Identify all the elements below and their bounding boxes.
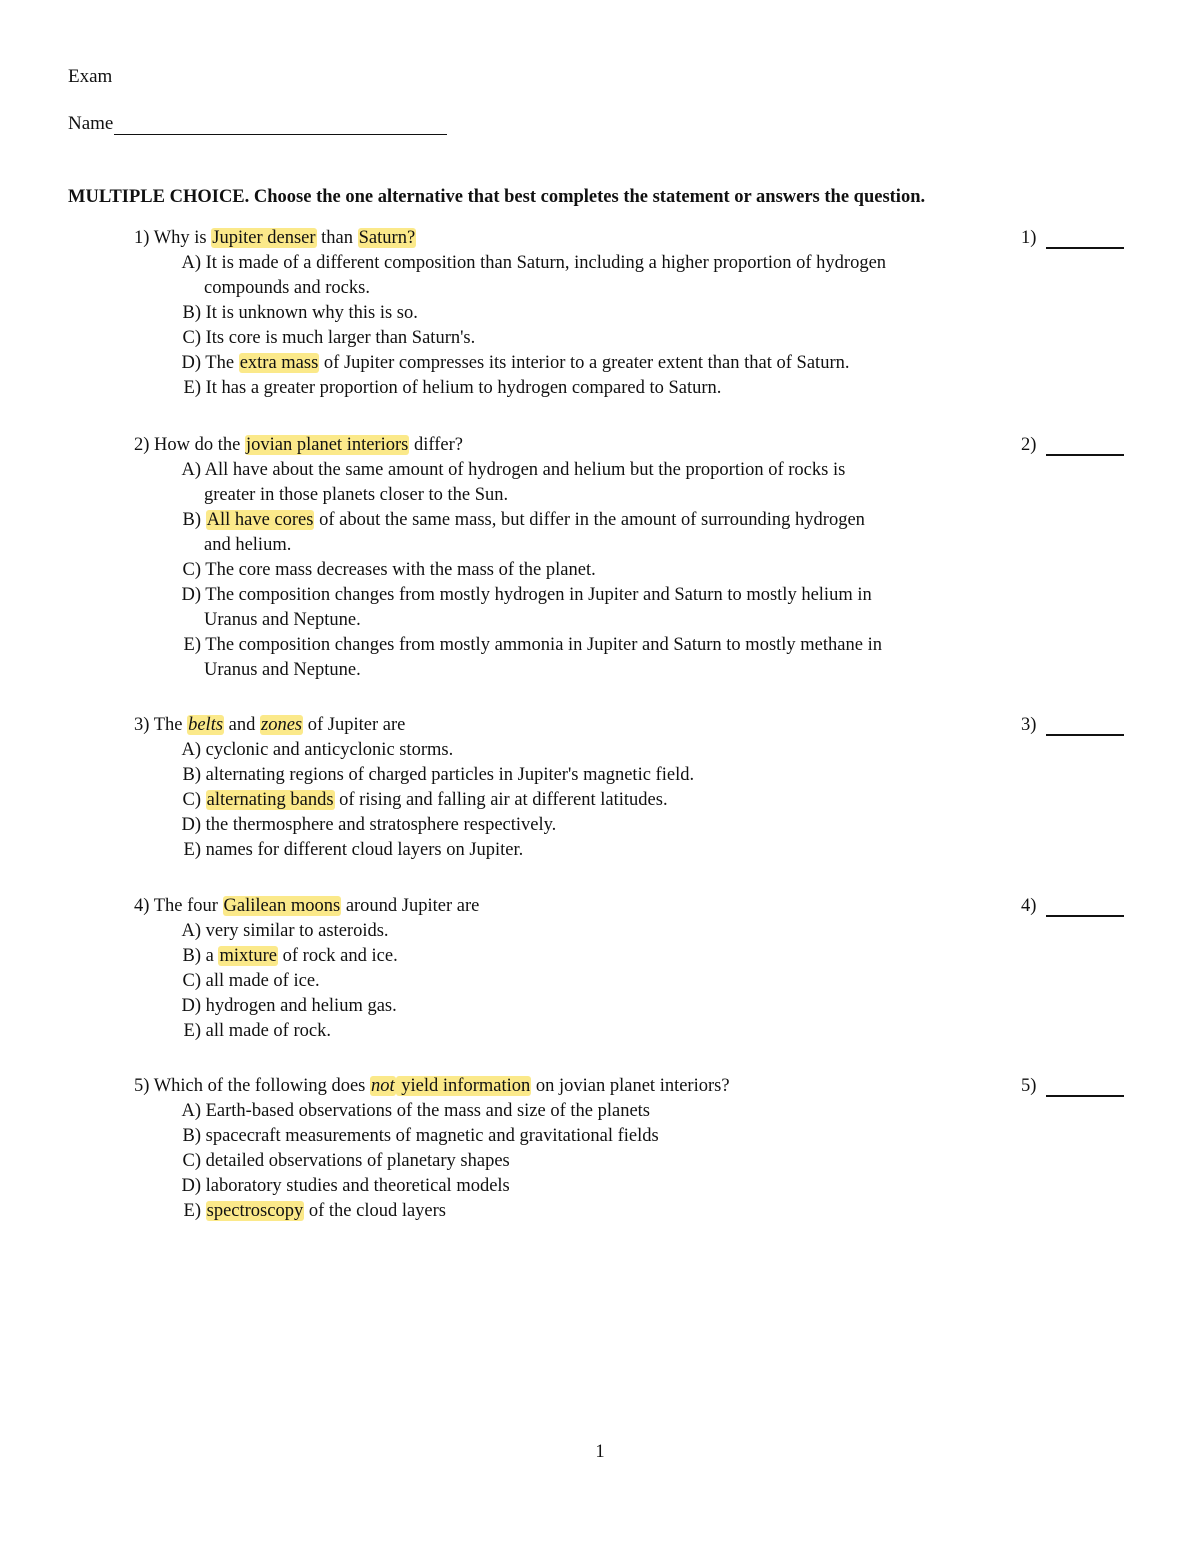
text-run: names for different cloud layers on Jupiter. <box>205 840 524 860</box>
text-run: The core mass decreases with the mass of the planet. <box>205 560 596 580</box>
question-stem <box>134 715 405 736</box>
text-run: of Jupiter are <box>303 715 406 735</box>
text-run: of about the same mass, but differ in the amount of surrounding hydrogen <box>314 510 865 530</box>
answer-blank[interactable] <box>1046 438 1124 456</box>
instructions-heading: MULTIPLE CHOICE. Choose the one alternative that best completes the statement or answers the question. <box>68 187 926 207</box>
choice-letter: B) <box>182 946 201 966</box>
choice-d <box>177 996 397 1017</box>
choice-c <box>177 560 596 581</box>
highlighted-text: Saturn? <box>358 228 416 248</box>
page-number: 1 <box>595 1442 605 1462</box>
choice-letter: E) <box>183 635 201 655</box>
text-run: cyclonic and anticyclonic storms. <box>205 740 454 760</box>
text-run: and helium. <box>204 535 292 555</box>
choice-letter: E) <box>183 1201 201 1221</box>
highlighted-text: yield information <box>396 1076 531 1096</box>
choice-letter: C) <box>182 971 201 991</box>
question-number: 1) <box>134 228 154 248</box>
text-run: The four <box>153 896 223 916</box>
text-run: How do the <box>154 435 245 455</box>
choice-continuation <box>204 485 508 506</box>
choice-a <box>177 460 845 481</box>
choice-c <box>177 1151 510 1172</box>
text-run: laboratory studies and theoretical models <box>205 1176 510 1196</box>
name-blank-line[interactable] <box>114 114 447 135</box>
highlighted-text: alternating bands <box>206 790 334 810</box>
text-run: It is unknown why this is so. <box>205 303 418 323</box>
choice-letter: B) <box>182 303 201 323</box>
answer-blank[interactable] <box>1046 1079 1124 1097</box>
text-run: of Jupiter compresses its interior to a greater extent than that of Saturn. <box>319 353 850 373</box>
choice-e <box>177 840 523 861</box>
choice-letter: D) <box>181 585 201 605</box>
choice-letter: D) <box>181 815 201 835</box>
choice-letter: A) <box>181 921 201 941</box>
answer-label: 2) <box>1021 435 1037 455</box>
text-run: all made of rock. <box>205 1021 331 1041</box>
choice-b <box>177 946 398 967</box>
highlighted-text: All have cores <box>206 510 314 530</box>
answer-blank[interactable] <box>1046 231 1124 249</box>
text-run: differ? <box>409 435 463 455</box>
text-run: Which of the following does <box>153 1076 371 1096</box>
text-run: All have about the same amount of hydrogen and helium but the proportion of rocks is <box>204 460 846 480</box>
highlighted-text: Galilean moons <box>223 896 341 916</box>
text-run: a <box>205 946 219 966</box>
question-stem <box>134 228 416 249</box>
text-run: It has a greater proportion of helium to hydrogen compared to Saturn. <box>205 378 722 398</box>
name-label: Name <box>68 113 114 134</box>
text-run: Earth-based observations of the mass and size of the planets <box>205 1101 651 1121</box>
text-run: of the cloud layers <box>304 1201 447 1221</box>
choice-letter: C) <box>182 790 201 810</box>
answer-label: 5) <box>1021 1076 1037 1096</box>
choice-a <box>177 1101 650 1122</box>
choice-b <box>177 303 418 324</box>
text-run: The composition changes from mostly ammonia in Jupiter and Saturn to mostly methane in <box>205 635 882 655</box>
text-run: The <box>153 715 188 735</box>
text-run: of rock and ice. <box>278 946 398 966</box>
text-run: very similar to asteroids. <box>205 921 389 941</box>
choice-e <box>177 1201 446 1222</box>
choice-letter: E) <box>183 1021 201 1041</box>
answer-label: 3) <box>1021 715 1037 735</box>
question-number: 5) <box>134 1076 154 1096</box>
choice-letter: C) <box>182 328 201 348</box>
choice-b <box>177 765 694 786</box>
question-number: 3) <box>134 715 154 735</box>
choice-letter: D) <box>181 996 201 1016</box>
text-run: alternating regions of charged particles in Jupiter's magnetic field. <box>205 765 695 785</box>
answer-slot <box>1021 435 1124 456</box>
highlighted-text: spectroscopy <box>206 1201 304 1221</box>
highlighted-text: belts <box>188 715 224 735</box>
choice-d <box>177 585 872 606</box>
text-run: around Jupiter are <box>341 896 480 916</box>
name-field-row <box>68 113 447 135</box>
choice-c <box>177 790 668 811</box>
text-run: of rising and falling air at different latitudes. <box>334 790 668 810</box>
choice-a <box>177 253 886 274</box>
answer-slot <box>1021 1076 1124 1097</box>
choice-e <box>177 635 882 656</box>
choice-letter: E) <box>183 378 201 398</box>
choice-d <box>177 815 556 836</box>
answer-blank[interactable] <box>1046 899 1124 917</box>
choice-b <box>177 510 865 531</box>
choice-letter: E) <box>183 840 201 860</box>
choice-letter: D) <box>181 1176 201 1196</box>
highlighted-text: zones <box>261 715 303 735</box>
text-run: Uranus and Neptune. <box>204 610 361 630</box>
exam-label: Exam <box>68 66 113 87</box>
answer-label: 1) <box>1021 228 1037 248</box>
highlighted-text: Jupiter denser <box>212 228 316 248</box>
choice-letter: A) <box>181 1101 201 1121</box>
choice-letter: B) <box>182 765 201 785</box>
choice-continuation <box>204 535 291 556</box>
text-run: spacecraft measurements of magnetic and gravitational fields <box>205 1126 659 1146</box>
answer-blank[interactable] <box>1046 718 1124 736</box>
choice-e <box>177 1021 331 1042</box>
question-number: 2) <box>134 435 155 455</box>
choice-b <box>177 1126 659 1147</box>
text-run: greater in those planets closer to the Sun. <box>204 485 509 505</box>
text-run: Why is <box>153 228 212 248</box>
text-run: Its core is much larger than Saturn's. <box>205 328 476 348</box>
highlighted-text: not <box>371 1076 395 1096</box>
choice-continuation <box>204 278 370 299</box>
choice-continuation <box>204 660 361 681</box>
text-run: It is made of a different composition than Saturn, including a higher proportion of hydrogen <box>205 253 887 273</box>
text-run: and <box>224 715 261 735</box>
text-run: The <box>205 353 239 373</box>
answer-slot <box>1021 896 1124 917</box>
text-run: than <box>316 228 358 248</box>
text-run: the thermosphere and stratosphere respectively. <box>205 815 557 835</box>
text-run: The composition changes from mostly hydrogen in Jupiter and Saturn to mostly helium in <box>205 585 872 605</box>
question-number: 4) <box>134 896 154 916</box>
choice-letter: A) <box>181 253 201 273</box>
choice-letter: B) <box>182 1126 201 1146</box>
text-run: Uranus and Neptune. <box>204 660 361 680</box>
highlighted-text: mixture <box>219 946 278 966</box>
choice-letter: D) <box>181 353 201 373</box>
text-run: hydrogen and helium gas. <box>205 996 397 1016</box>
text-run: detailed observations of planetary shapes <box>205 1151 510 1171</box>
answer-label: 4) <box>1021 896 1037 916</box>
choice-letter: A) <box>181 740 201 760</box>
choice-d <box>177 1176 510 1197</box>
choice-c <box>177 328 475 349</box>
choice-letter: A) <box>181 460 201 480</box>
choice-letter: B) <box>182 510 201 530</box>
question-stem <box>134 435 463 456</box>
text-run: compounds and rocks. <box>204 278 370 298</box>
highlighted-text: extra mass <box>239 353 319 373</box>
choice-a <box>177 921 389 942</box>
answer-slot <box>1021 228 1124 249</box>
answer-slot <box>1021 715 1124 736</box>
choice-a <box>177 740 453 761</box>
choice-letter: C) <box>182 560 201 580</box>
text-run: on jovian planet interiors? <box>531 1076 730 1096</box>
choice-c <box>177 971 320 992</box>
question-stem <box>134 1076 730 1097</box>
question-stem <box>134 896 479 917</box>
choice-letter: C) <box>182 1151 201 1171</box>
text-run: all made of ice. <box>205 971 320 991</box>
choice-d <box>177 353 849 374</box>
choice-continuation <box>204 610 361 631</box>
highlighted-text: jovian planet interiors <box>246 435 409 455</box>
choice-e <box>177 378 721 399</box>
